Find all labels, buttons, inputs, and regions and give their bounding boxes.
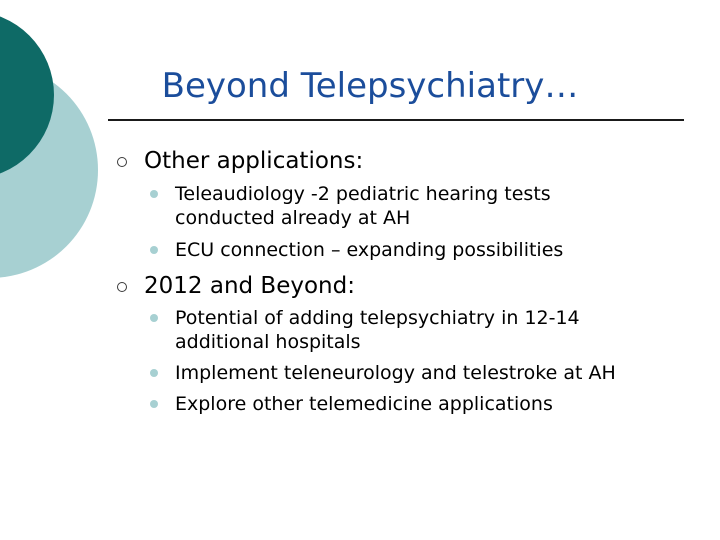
bullet-heading: 2012 and Beyond:	[144, 273, 355, 299]
bullet-ring-icon	[117, 157, 127, 167]
title-divider	[108, 119, 684, 121]
sub-bullet-dot-icon	[150, 314, 158, 322]
sub-bullet-line: Implement teleneurology and telestroke at AH	[175, 362, 616, 384]
sub-bullet-dot-icon	[150, 400, 158, 408]
sub-bullet-dot-icon	[150, 369, 158, 377]
sub-bullet-line: ECU connection – expanding possibilities	[175, 239, 564, 261]
sub-bullet-dot-icon	[150, 190, 158, 198]
sub-bullet-line: additional hospitals	[175, 331, 361, 353]
sub-bullet-dot-icon	[150, 246, 158, 254]
sub-bullet-line: Teleaudiology -2 pediatric hearing tests	[175, 183, 551, 205]
slide-title: Beyond Telepsychiatry…	[161, 66, 579, 106]
sub-bullet-line: conducted already at AH	[175, 207, 411, 229]
bullet-heading: Other applications:	[144, 148, 364, 174]
sub-bullet-line: Explore other telemedicine applications	[175, 393, 553, 415]
sub-bullet-line: Potential of adding telepsychiatry in 12-14	[175, 307, 580, 329]
bullet-ring-icon	[117, 282, 127, 292]
